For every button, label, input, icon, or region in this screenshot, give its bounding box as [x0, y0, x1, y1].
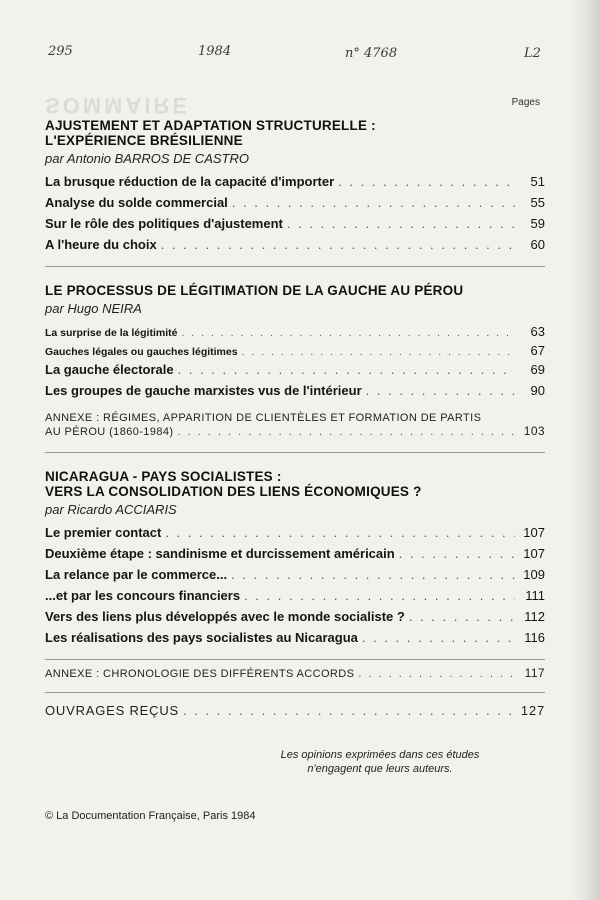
toc-entry-label: La surprise de la légitimité [45, 327, 178, 339]
toc-entry-page: 51 [530, 174, 545, 189]
toc-entry-label: Sur le rôle des politiques d'ajustement [45, 216, 283, 231]
toc-entry-page: 63 [530, 324, 545, 339]
toc-entry-label: Les groupes de gauche marxistes vus de l'intérieur [45, 383, 362, 398]
copyright-footer: © La Documentation Française, Paris 1984 [45, 810, 256, 822]
section-author: par Antonio BARROS DE CASTRO [45, 151, 249, 166]
toc-entry-page: 107 [523, 525, 545, 540]
toc-entry-page: 111 [525, 588, 545, 603]
section-author: par Hugo NEIRA [45, 301, 142, 316]
section-peru [45, 283, 545, 444]
toc-entry-label: Les réalisations des pays socialistes au Nicaragua [45, 630, 358, 645]
section-title-line: LE PROCESSUS DE LÉGITIMATION DE LA GAUCHE AU PÉROU [45, 283, 464, 298]
received-works-label: OUVRAGES REÇUS [45, 703, 180, 718]
section-nicaragua [45, 469, 545, 686]
toc-entry-page: 90 [530, 383, 545, 398]
toc-entry-page: 60 [530, 237, 545, 252]
toc-entry-label: La gauche électorale [45, 362, 174, 377]
toc-entry[interactable] [45, 525, 545, 546]
handwritten-year: 1984 [198, 44, 232, 59]
handwritten-ref: 295 [48, 44, 73, 59]
toc-entry-page: 112 [524, 609, 545, 624]
toc-entry-label: Deuxième étape : sandinisme et durcissement américain [45, 546, 395, 561]
toc-entry-label: Vers des liens plus développés avec le monde socialiste ? [45, 609, 405, 624]
toc-entry[interactable] [45, 362, 545, 383]
section-title-line: L'EXPÉRIENCE BRÉSILIENNE [45, 133, 243, 148]
table-of-contents [45, 118, 545, 718]
toc-entry-label: Le premier contact [45, 525, 162, 540]
handwritten-number: n° 4768 [345, 46, 398, 61]
toc-entry-page: 109 [523, 567, 545, 582]
annex-page: 117 [524, 666, 545, 680]
toc-entry-label: Gauches légales ou gauches légitimes [45, 346, 238, 358]
section-divider [45, 659, 545, 660]
section-divider [45, 452, 545, 453]
toc-entry[interactable] [45, 216, 545, 237]
toc-entry-label: Analyse du solde commercial [45, 195, 228, 210]
toc-entry[interactable] [45, 630, 545, 651]
toc-entry-page: 55 [530, 195, 545, 210]
annex-title: ANNEXE : CHRONOLOGIE DES DIFFÉRENTS ACCORDS [45, 668, 355, 680]
toc-entry-label: La brusque réduction de la capacité d'importer [45, 174, 335, 189]
toc-entry[interactable] [45, 546, 545, 567]
toc-entry[interactable] [45, 588, 545, 609]
toc-entry[interactable] [45, 237, 545, 258]
toc-entry[interactable] [45, 324, 545, 343]
toc-entry[interactable] [45, 174, 545, 195]
toc-entry-label: ...et par les concours financiers [45, 588, 241, 603]
toc-entry-page: 59 [530, 216, 545, 231]
toc-entry-page: 116 [524, 630, 545, 645]
section-title-line: NICARAGUA - PAYS SOCIALISTES : [45, 469, 282, 484]
received-works-page: 127 [520, 703, 545, 718]
disclaimer [250, 748, 510, 776]
toc-entry[interactable] [45, 567, 545, 588]
section-title-line: AJUSTEMENT ET ADAPTATION STRUCTURELLE : [45, 118, 376, 133]
page-edge-shadow [570, 0, 600, 900]
toc-entry[interactable] [45, 343, 545, 362]
annex-title-cont: AU PÉROU (1860-1984) [45, 426, 174, 438]
toc-entry-page: 67 [530, 343, 545, 358]
section-author: par Ricardo ACCIARIS [45, 502, 177, 517]
section-divider [45, 266, 545, 267]
disclaimer-line: Les opinions exprimées dans ces études [280, 749, 480, 761]
annex-page: 103 [523, 424, 545, 438]
section-brazil [45, 118, 545, 258]
pages-column-label: Pages [511, 97, 540, 108]
toc-entry[interactable] [45, 609, 545, 630]
toc-entry-page: 107 [523, 546, 545, 561]
annex-entry[interactable] [45, 424, 545, 444]
toc-entry-page: 69 [530, 362, 545, 377]
bleed-through-title: SOMMAIRE [45, 93, 190, 118]
disclaimer-line: n'engagent que leurs auteurs. [307, 763, 453, 775]
toc-entry[interactable] [45, 195, 545, 216]
toc-entry-label: La relance par le commerce... [45, 567, 228, 582]
toc-entry-label: A l'heure du choix [45, 237, 157, 252]
annex-title: ANNEXE : RÉGIMES, APPARITION DE CLIENTÈLES ET FORMATION DE PARTIS [45, 412, 482, 424]
section-divider [45, 692, 545, 693]
toc-entry[interactable] [45, 383, 545, 404]
section-title-line: VERS LA CONSOLIDATION DES LIENS ÉCONOMIQUES ? [45, 484, 422, 499]
handwritten-code: L2 [524, 46, 541, 61]
annex-entry[interactable] [45, 666, 545, 686]
received-works-entry[interactable] [45, 703, 545, 718]
